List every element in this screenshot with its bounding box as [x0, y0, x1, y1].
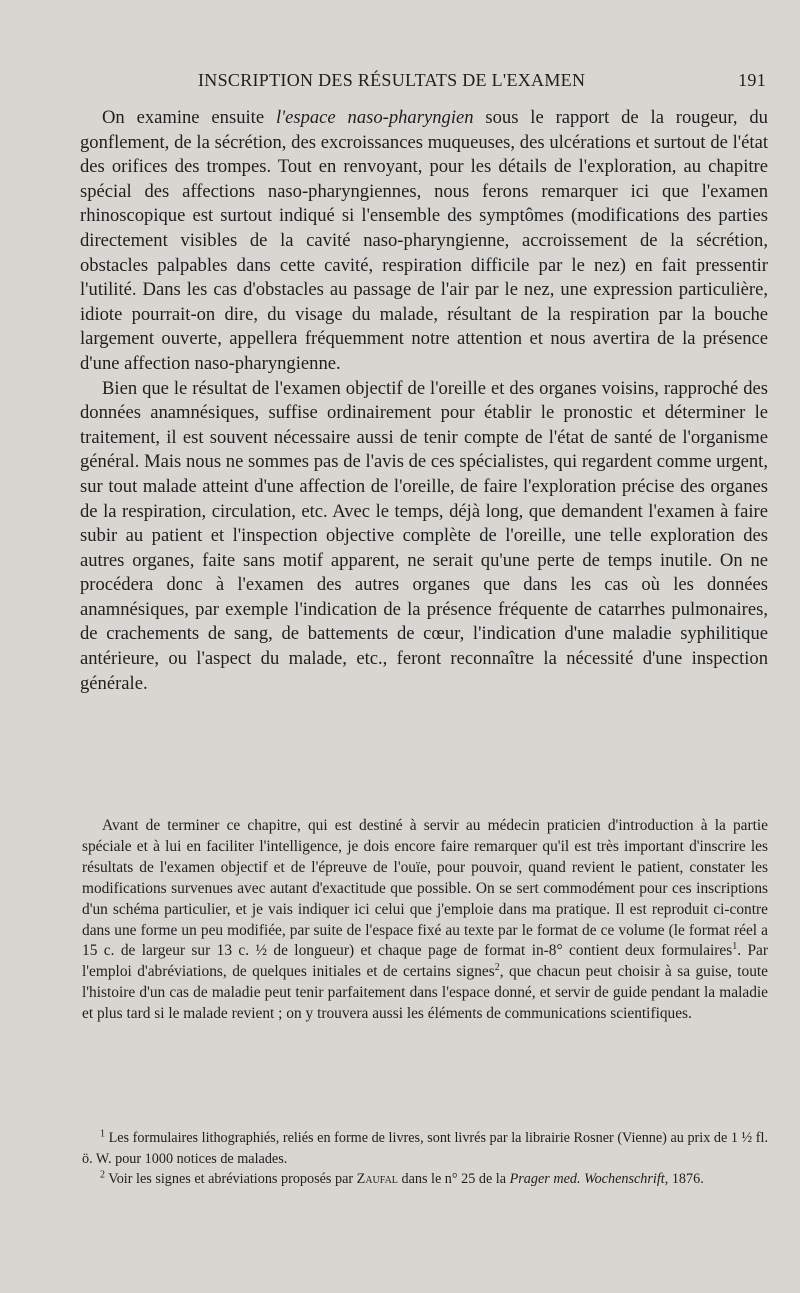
footnotes: [82, 1128, 768, 1190]
footnote-2-author: Zaufal: [356, 1171, 398, 1187]
footnote-1: [82, 1128, 768, 1169]
paragraph-inscription: [82, 816, 768, 1025]
small-part-1: Avant de terminer ce chapitre, qui est destiné à servir au médecin praticien d'introduction à la partie spéciale et à lui en faciliter l'intelligence, je dois encore faire remarquer qu'il est très important d'inscrire les résultats de l'examen objectif et de l'épreuve de l'ouïe, pour pouvoir, quand revient le patient, constater les modifications survenues avec autant d'exactitude que possible. On se sert commodément pour ces inscriptions d'un schéma particulier, et je vais indiquer ici celui que j'emploie dans ma pratique. Il est reproduit ci-contre dans une forme un peu modifiée, par suite de l'espace fixé au texte par le format de ce volume (le format réel a 15 c. de largeur sur 13 c. ½ de longueur) et chaque page de format in-8° contient deux formulaires: [82, 817, 768, 960]
p1-rest: sous le rapport de la rougeur, du gonflement, de la sécrétion, des excroissances muqueuses, des ulcérations et surtout de l'état des orifices des trompes. Tout en renvoyant, pour les détails de l'exploration, au chapitre spécial des affections naso-pharyngiennes, nous ferons remarquer ici que l'examen rhinoscopique est surtout indiqué si l'ensemble des symptômes (modifications des parties directement visibles de la cavité naso-pharyngienne, accroissement de la sécrétion, obstacles palpables dans cette cavité, respiration difficile par le nez) en fait pressentir l'utilité. Dans les cas d'obstacles au passage de l'air par le nez, une expression particulière, idiote pourrait-on dire, du visage du malade, résultant de la respiration par la bouche largement ouverte, appellera fréquemment notre attention et nous avertira de la présence d'une affection naso-pharyngienne.: [80, 107, 768, 374]
footnote-2-journal: Prager med. Wochenschrift: [509, 1171, 665, 1187]
footnote-ref-2: 2: [494, 962, 500, 974]
footnote-ref-1: 1: [732, 941, 738, 953]
paragraph-examen-general: Bien que le résultat de l'examen objectif de l'oreille et des organes voisins, rapproché des données anamnésiques, suffise ordinairement pour établir le pronostic et déterminer le traitement, il est souvent nécessaire aussi de tenir compte de l'état de santé de l'organisme général. Mais nous ne sommes pas de l'avis de ces spécialistes, qui regardent comme urgent, sur tout malade atteint d'une affection de l'oreille, de faire l'exploration précise des organes de la respiration, circulation, etc. Avec le temps, déjà long, que demandent l'examen à faire subir au patient et l'inspection objective complète de l'oreille, une telle exploration des autres organes, faite sans motif apparent, ne serait qu'une perte de temps inutile. On ne procédera donc à l'examen des autres organes que dans les cas où les données anamnésiques, par exemple l'indication de la présence fréquente de catarrhes pulmonaires, de crachements de sang, de battements de cœur, l'indication d'une maladie syphilitique antérieure, ou l'aspect du malade, etc., feront reconnaître la nécessité d'une inspection générale.: [80, 377, 768, 694]
footnote-mark-2: 2: [100, 1169, 105, 1181]
footnote-2-end: , 1876.: [664, 1171, 704, 1187]
main-text: [80, 106, 768, 696]
footnote-1-text: Les formulaires lithographiés, reliés en forme de livres, sont livrés par la librairie Rosner (Vienne) au prix de 1 ½ fl. ö. W. pour 1000 notices de malades.: [82, 1130, 768, 1167]
paragraph-naso-pharyngien: [80, 106, 768, 377]
page-number: 191: [738, 70, 766, 90]
p1-emphasis: l'espace naso-pharyngien: [275, 107, 474, 128]
footnote-mark-1: 1: [100, 1128, 105, 1140]
footnote-2-middle: dans le n° 25 de la: [397, 1171, 510, 1187]
running-title: INSCRIPTION DES RÉSULTATS DE L'EXAMEN: [198, 70, 586, 90]
small-part-3: , que chacun peut choisir à sa guise, toute l'histoire d'un cas de maladie peut tenir parfaitement dans l'espace donné, et servir de guide pendant la maladie et plus tard si le malade revient ; on y trouvera aussi les éléments de communications scientifiques.: [82, 963, 768, 1023]
small-print-section: [82, 816, 768, 1025]
footnote-2-start: Voir les signes et abréviations proposés par: [105, 1171, 357, 1187]
p1-start: On examine ensuite: [102, 107, 276, 128]
small-part-2: . Par l'emploi d'abréviations, de quelques initiales et de certains signes: [82, 942, 768, 981]
footnote-2: [82, 1169, 768, 1190]
